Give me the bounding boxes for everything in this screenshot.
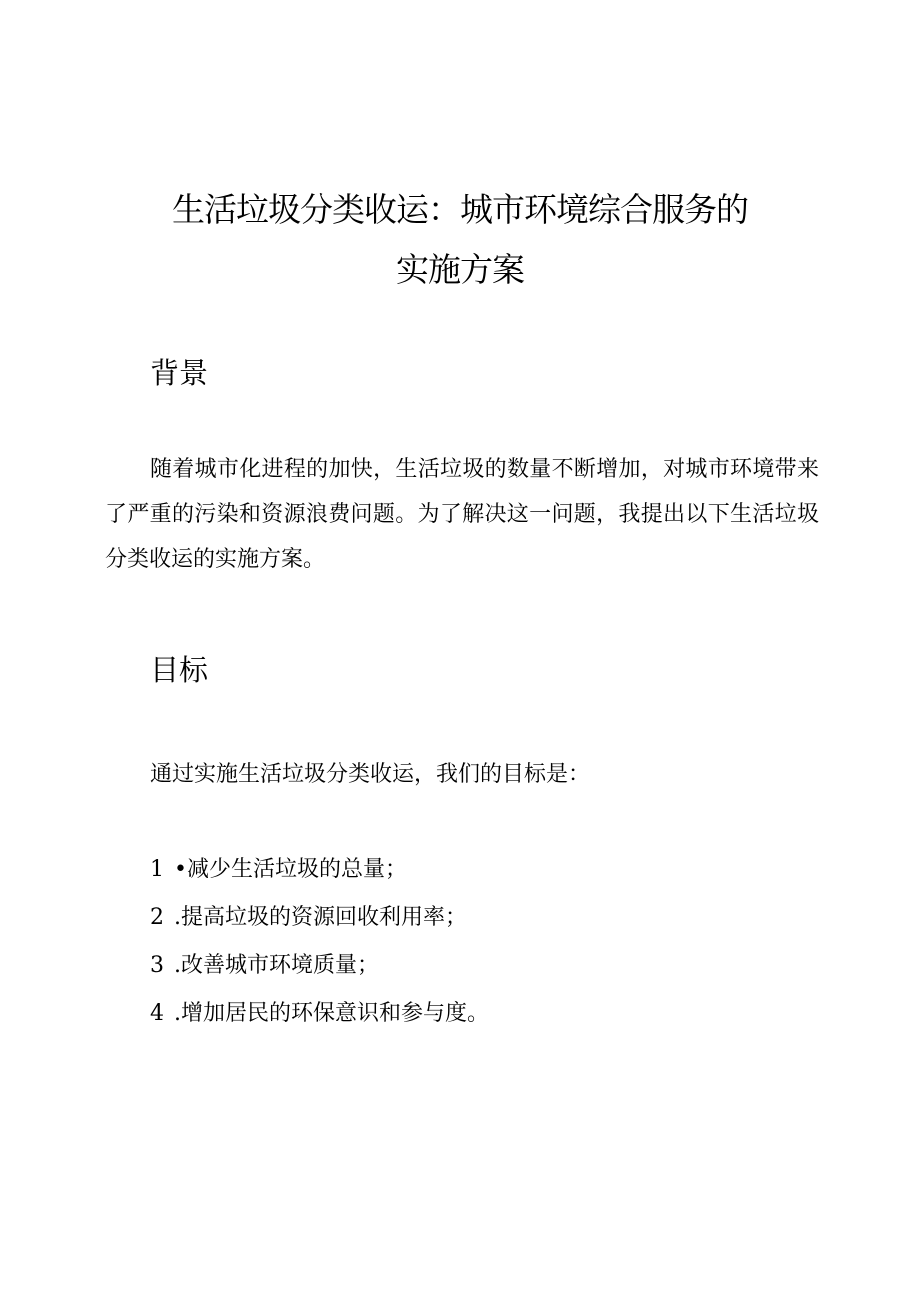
document-title xyxy=(100,180,820,300)
goals-intro: 通过实施生活垃圾分类收运，我们的目标是： xyxy=(150,762,591,787)
list-item-number: 4 xyxy=(150,1001,164,1026)
list-item xyxy=(150,999,489,1047)
list-item-number: 3 xyxy=(150,953,164,978)
list-item-text: .增加居民的环保意识和参与度。 xyxy=(174,1001,489,1026)
section-heading-goals: 目标 xyxy=(150,653,209,687)
list-item-text: .提高垃圾的资源回收利用率； xyxy=(174,905,467,930)
background-paragraph: 随着城市化进程的加快，生活垃圾的数量不断增加，对城市环境带来了严重的污染和资源浪费问题。为了解决这一问题，我提出以下生活垃圾分类收运的实施方案。 xyxy=(105,457,819,572)
list-item-text: •减少生活垃圾的总量； xyxy=(174,857,407,882)
list-item-text: .改善城市环境质量； xyxy=(174,953,379,978)
goals-list xyxy=(150,855,489,1047)
list-item-number: 2 xyxy=(150,905,164,930)
list-item xyxy=(150,855,489,903)
title-line-1: 生活垃圾分类收运：城市环境综合服务的 xyxy=(172,190,748,229)
list-item-number: 1 xyxy=(150,857,164,882)
title-line-2: 实施方案 xyxy=(396,250,524,289)
list-item xyxy=(150,951,489,999)
section-heading-background: 背景 xyxy=(150,356,209,390)
list-item xyxy=(150,903,489,951)
